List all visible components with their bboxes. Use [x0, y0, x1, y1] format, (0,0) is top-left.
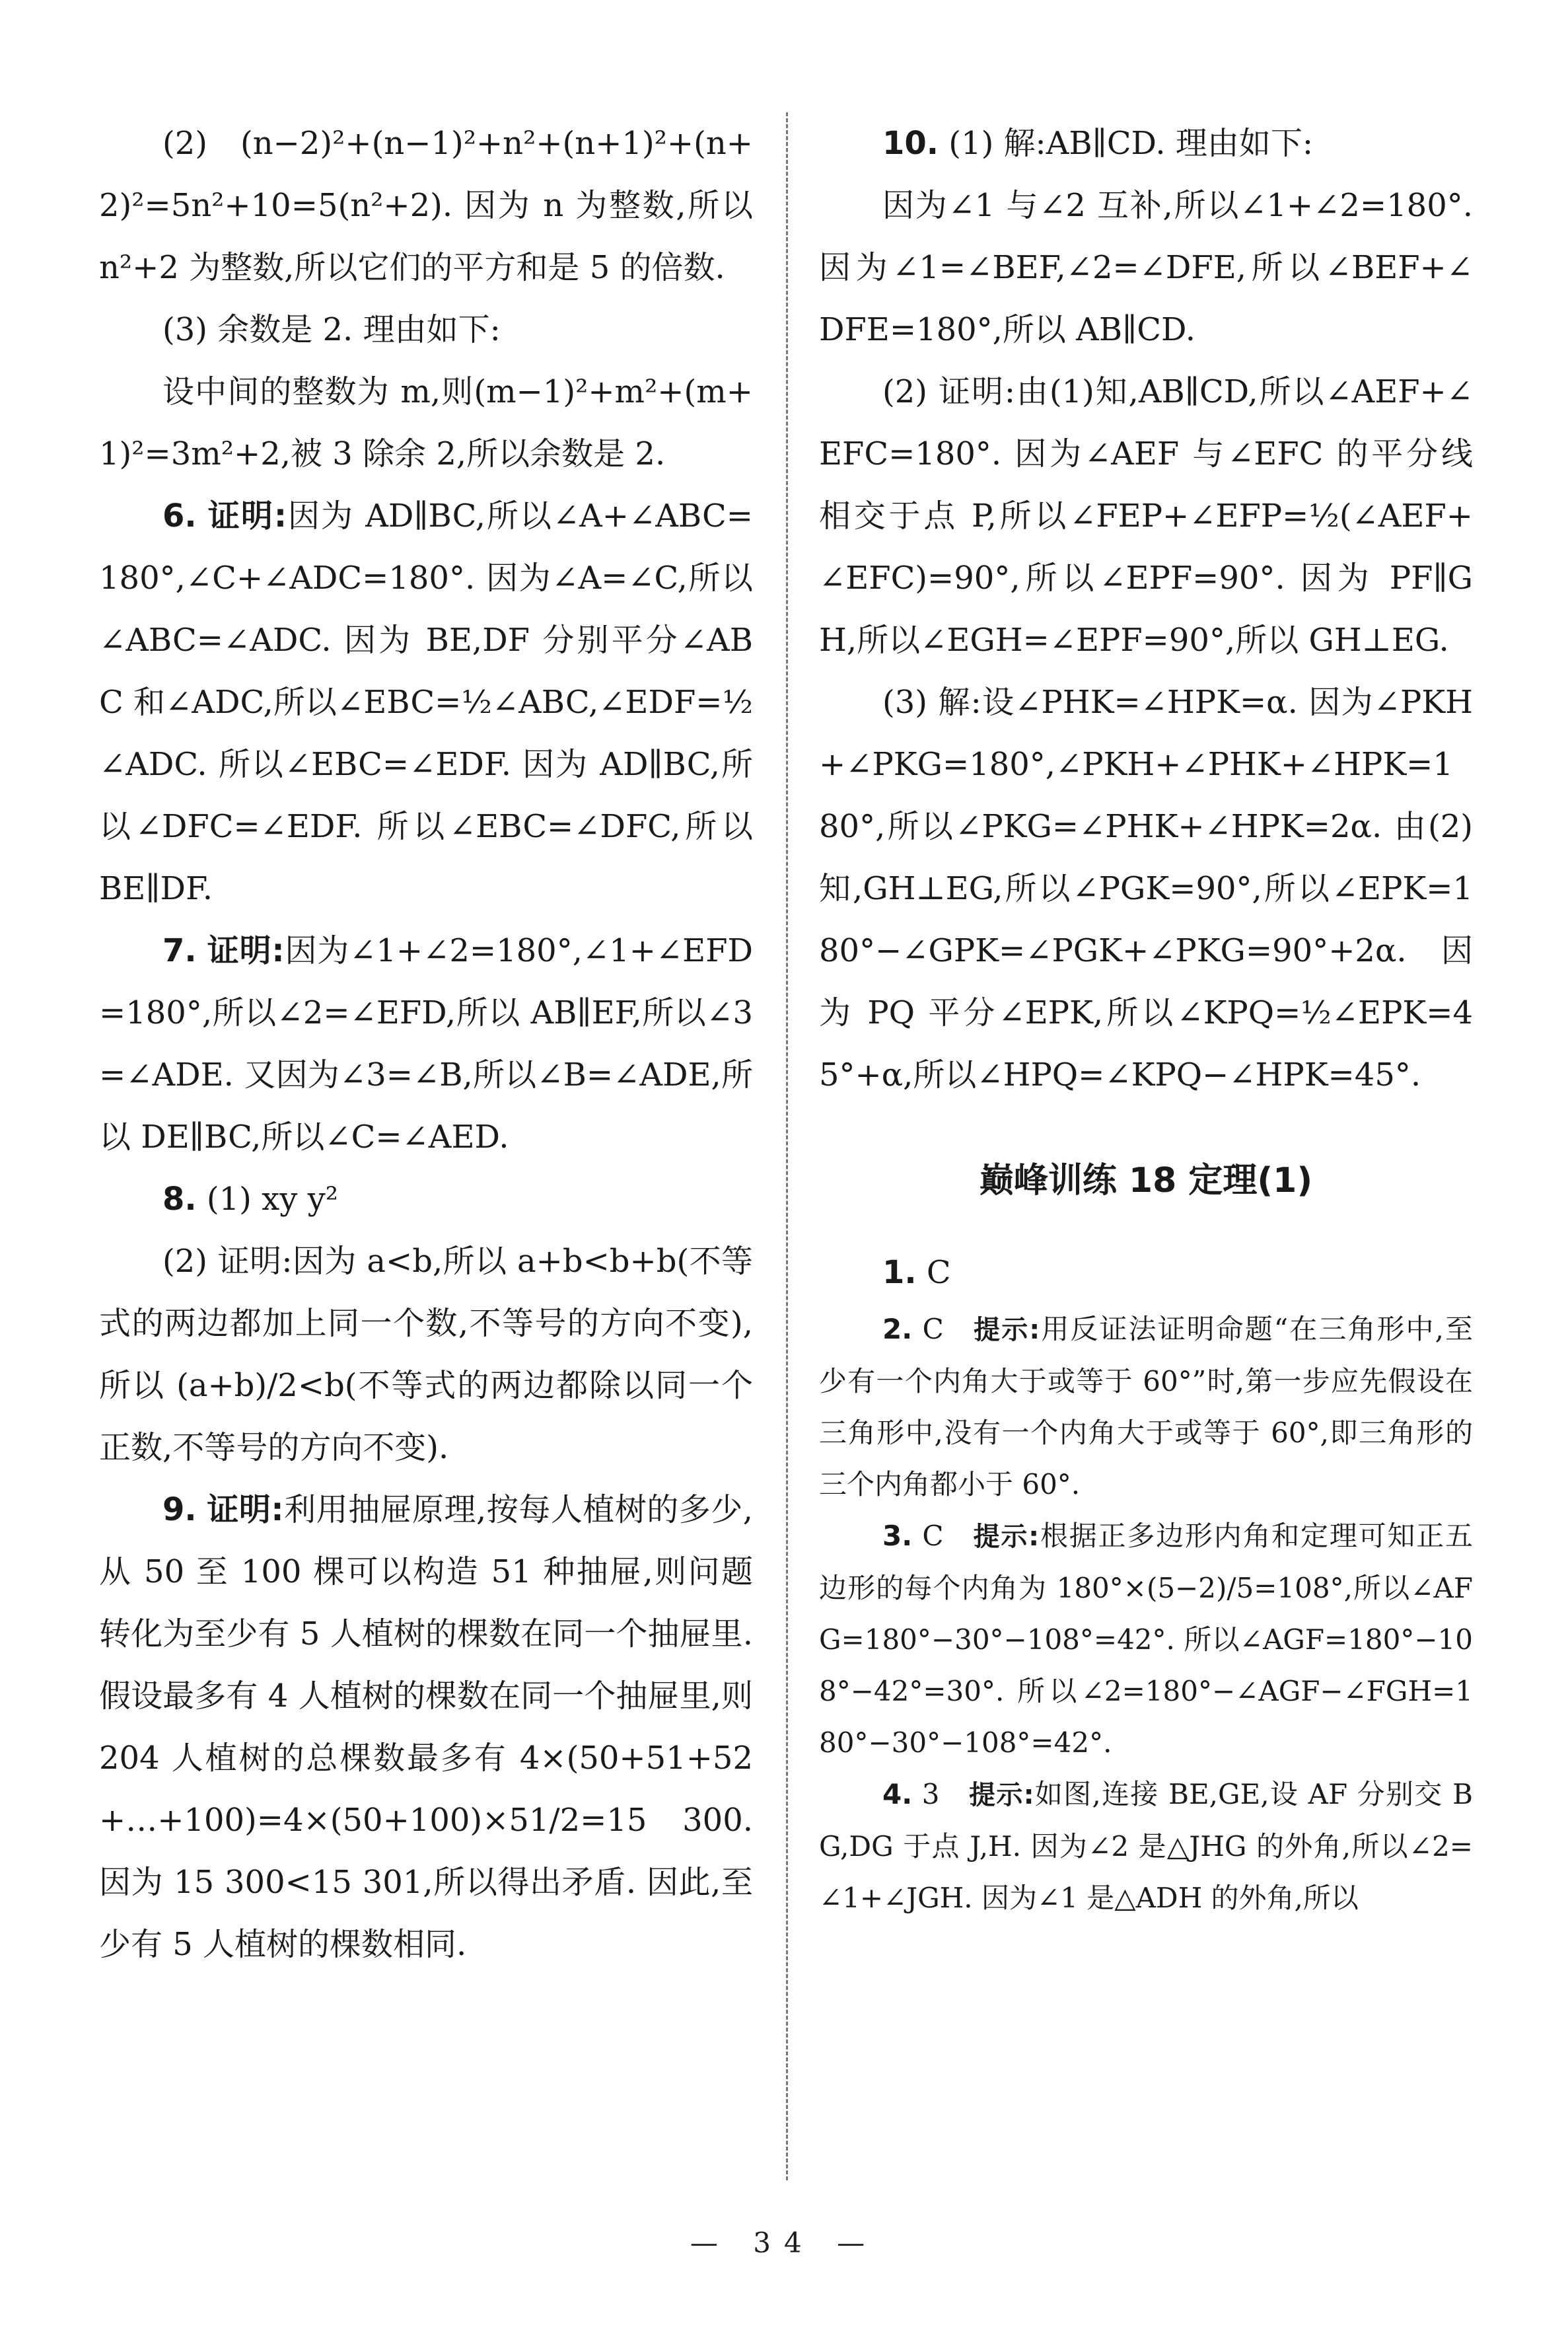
problem-9: 9. 证明:利用抽屉原理,按每人植树的多少,从 50 至 100 棵可以构造 51 种抽屉,则问题转化为至少有 5 人植树的棵数在同一个抽屉里. 假设最多有 4 人植树的棵数在同一个抽屉里,则 204 人植树的总棵数最多有 4×(50+51+52+…+100)=4×(50+100)×51/2=15 300. 因为 15 300<15 301,所以得出矛盾. 因此,至少有 5 人植树的棵数相同. — [99, 1491, 753, 1963]
answer-number: 1. — [882, 1254, 917, 1291]
column-divider — [786, 112, 788, 2180]
answer-choice: C — [922, 1313, 944, 1345]
problem-10-3: (3) 解:设∠PHK=∠HPK=α. 因为∠PKH+∠PKG=180°,∠PKH+∠PHK+∠HPK=180°,所以∠PKG=∠PHK+∠HPK=2α. 由(2)知,GH⊥EG,所以∠PGK=90°,所以∠EPK=180°−∠GPK=∠PGK+∠PKG=90°+2α. 因为 PQ 平分∠EPK,所以∠KPQ=½∠EPK=45°+α,所以∠HPQ=∠KPQ−∠HPK=45°. — [819, 684, 1473, 1093]
answer-number: 2. — [882, 1313, 913, 1345]
problem-6: 6. 证明:因为 AD∥BC,所以∠A+∠ABC=180°,∠C+∠ADC=180°. 因为∠A=∠C,所以∠ABC=∠ADC. 因为 BE,DF 分别平分∠ABC 和∠ADC,所以∠EBC=½∠ABC,∠EDF=½∠ADC. 所以∠EBC=∠EDF. 因为 AD∥BC,所以∠DFC=∠EDF. 所以∠EBC=∠DFC,所以 BE∥DF. — [99, 498, 753, 907]
answer-choice: 3 — [921, 1778, 940, 1810]
answer-1 — [819, 1241, 1473, 1304]
proof-keyword: 证明: — [207, 1491, 284, 1528]
problem-number: 7. — [162, 932, 197, 969]
problem-10-1-reason: 因为∠1 与∠2 互补,所以∠1+∠2=180°. 因为∠1=∠BEF,∠2=∠DFE,所以∠BEF+∠DFE=180°,所以 AB∥CD. — [819, 187, 1473, 348]
problem-7: 7. 证明:因为∠1+∠2=180°,∠1+∠EFD=180°,所以∠2=∠EFD,所以 AB∥EF,所以∠3=∠ADE. 又因为∠3=∠B,所以∠B=∠ADE,所以 DE∥BC,所以∠C=∠AED. — [99, 932, 753, 1156]
paragraph-5-3-proof: 设中间的整数为 m,则(m−1)²+m²+(m+1)²=3m²+2,被 3 除余 2,所以余数是 2. — [99, 373, 753, 472]
hint-label: 提示: — [973, 1522, 1040, 1552]
problem-10-1: 10. (1) 解:AB∥CD. 理由如下: — [882, 125, 1314, 162]
answer-4: 4. 3 提示:如图,连接 BE,GE,设 AF 分别交 BG,DG 于点 J,H. 因为∠2 是△JHG 的外角,所以∠2=∠1+∠JGH. 因为∠1 是△ADH 的外角,所以 — [819, 1778, 1473, 1914]
answer-choice: C — [922, 1520, 944, 1552]
problem-number: 8. — [162, 1181, 197, 1218]
paragraph-5-3: (3) 余数是 2. 理由如下: — [162, 311, 501, 348]
problem-number: 10. — [882, 125, 939, 162]
section-title: 巅峰训练 18 定理(1) — [979, 1161, 1313, 1200]
problem-10-2: (2) 证明:由(1)知,AB∥CD,所以∠AEF+∠EFC=180°. 因为∠AEF 与∠EFC 的平分线相交于点 P,所以∠FEP+∠EFP=½(∠AEF+∠EFC)=90°,所以∠EPF=90°. 因为 PF∥GH,所以∠EGH=∠EPF=90°,所以 GH⊥EG. — [819, 373, 1473, 659]
proof-keyword: 证明: — [207, 932, 285, 969]
right-column — [819, 112, 1473, 1924]
answer-2: 2. C 提示:用反证法证明命题“在三角形中,至少有一个内角大于或等于 60°”时,第一步应先假设在三角形中,没有一个内角大于或等于 60°,即三角形的三个内角都小于 60°. — [819, 1313, 1474, 1500]
page-number: — 34 — — [690, 2227, 878, 2259]
left-column — [99, 112, 753, 1975]
problem-8-1: 8. (1) xy y² — [162, 1181, 338, 1218]
answer-choice: C — [926, 1254, 951, 1291]
proof-keyword: 证明: — [207, 498, 287, 535]
hint-label: 提示: — [974, 1315, 1040, 1345]
problem-number: 9. — [162, 1491, 197, 1528]
paragraph-5-2: (2) (n−2)²+(n−1)²+n²+(n+1)²+(n+2)²=5n²+10=5(n²+2). 因为 n 为整数,所以 n²+2 为整数,所以它们的平方和是 5 的倍数. — [99, 125, 753, 286]
answer-number: 3. — [882, 1520, 913, 1552]
answer-3: 3. C 提示:根据正多边形内角和定理可知正五边形的每个内角为 180°×(5−2)/5=108°,所以∠AFG=180°−30°−108°=42°. 所以∠AGF=180°−108°−42°=30°. 所以∠2=180°−∠AGF−∠FGH=180°−30°−108°=42°. — [819, 1520, 1473, 1759]
answer-number: 4. — [882, 1778, 913, 1810]
problem-number: 6. — [162, 498, 197, 535]
problem-8-2: (2) 证明:因为 a<b,所以 a+b<b+b(不等式的两边都加上同一个数,不等号的方向不变),所以 (a+b)/2<b(不等式的两边都除以同一个正数,不等号的方向不变). — [99, 1243, 753, 1466]
hint-label: 提示: — [969, 1780, 1034, 1810]
